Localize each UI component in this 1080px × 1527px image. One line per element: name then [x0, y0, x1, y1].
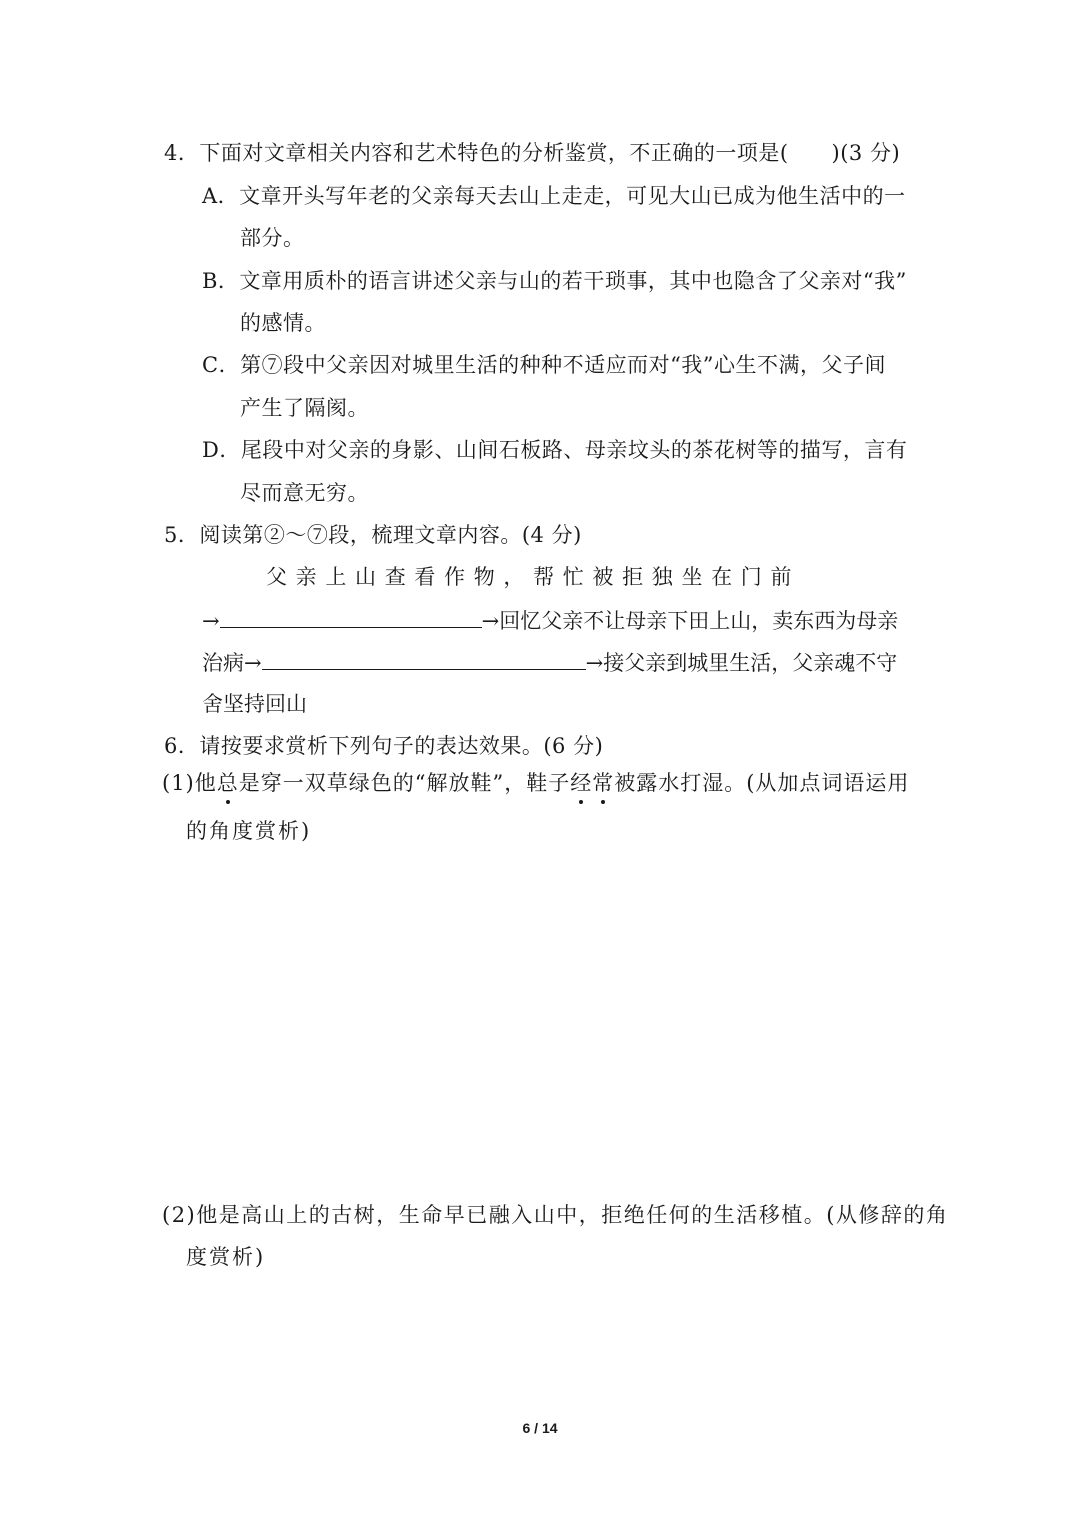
- question-4-option-d-cont: 尽而意无穷。: [240, 481, 369, 505]
- sentence-1-part-a: (1)他: [162, 771, 217, 795]
- flow-arrow: →: [202, 609, 220, 633]
- question-5-flow-line-2: [202, 605, 898, 636]
- page-number: 6 / 14: [522, 1420, 558, 1436]
- question-6-stem: 6．请按要求赏析下列句子的表达效果。(6 分): [164, 734, 604, 758]
- sentence-1-part-c: 被露水打湿。(从加点词语运用: [614, 771, 910, 795]
- question-5-flow-line-3: [202, 647, 897, 678]
- answer-blank-2[interactable]: [262, 647, 586, 670]
- flow-line-3-text: →接父亲到城里生活，父亲魂不守: [585, 651, 898, 675]
- question-4-option-c-cont: 产生了隔阂。: [240, 396, 369, 420]
- question-4-option-a: A．文章开头写年老的父亲每天去山上走走，可见大山已成为他生活中的一: [202, 184, 906, 208]
- question-4-stem: 4．下面对文章相关内容和艺术特色的分析鉴赏，不正确的一项是( )(3 分): [164, 141, 901, 165]
- emphasis-dot-word: 常: [592, 768, 614, 798]
- question-6-sentence-2: (2)他是高山上的古树，生命早已融入山中，拒绝任何的生活移植。(从修辞的角: [162, 1203, 949, 1227]
- question-5-flow-line-1: 父 亲 上 山 查 看 作 物 ， 帮 忙 被 拒 独 坐 在 门 前: [266, 565, 793, 589]
- emphasis-dot-word: 总: [217, 768, 239, 798]
- question-6-sentence-1: [162, 768, 909, 798]
- emphasis-dot-word: 经: [570, 768, 592, 798]
- question-4-option-d: D．尾段中对父亲的身影、山间石板路、母亲坟头的茶花树等的描写，言有: [202, 438, 908, 462]
- flow-line-2-text: →回忆父亲不让母亲下田上山，卖东西为母亲: [481, 609, 899, 633]
- flow-line-3-lead: 治病→: [202, 651, 262, 675]
- answer-blank-1[interactable]: [220, 605, 482, 628]
- question-5-stem: 5．阅读第②～⑦段，梳理文章内容。(4 分): [164, 523, 582, 547]
- question-4-option-b-cont: 的感情。: [240, 311, 326, 335]
- question-4-option-c: C．第⑦段中父亲因对城里生活的种种不适应而对“我”心生不满，父子间: [202, 353, 887, 377]
- question-4-option-b: B．文章用质朴的语言讲述父亲与山的若干琐事，其中也隐含了父亲对“我”: [202, 269, 907, 293]
- question-5-flow-line-4: 舍坚持回山: [202, 692, 307, 716]
- question-4-option-a-cont: 部分。: [240, 226, 305, 250]
- question-6-sentence-2-cont: 度赏析): [186, 1245, 266, 1269]
- sentence-1-part-b: 是穿一双草绿色的“解放鞋”，鞋子: [238, 771, 571, 795]
- question-6-sentence-1-cont: 的角度赏析): [186, 819, 312, 843]
